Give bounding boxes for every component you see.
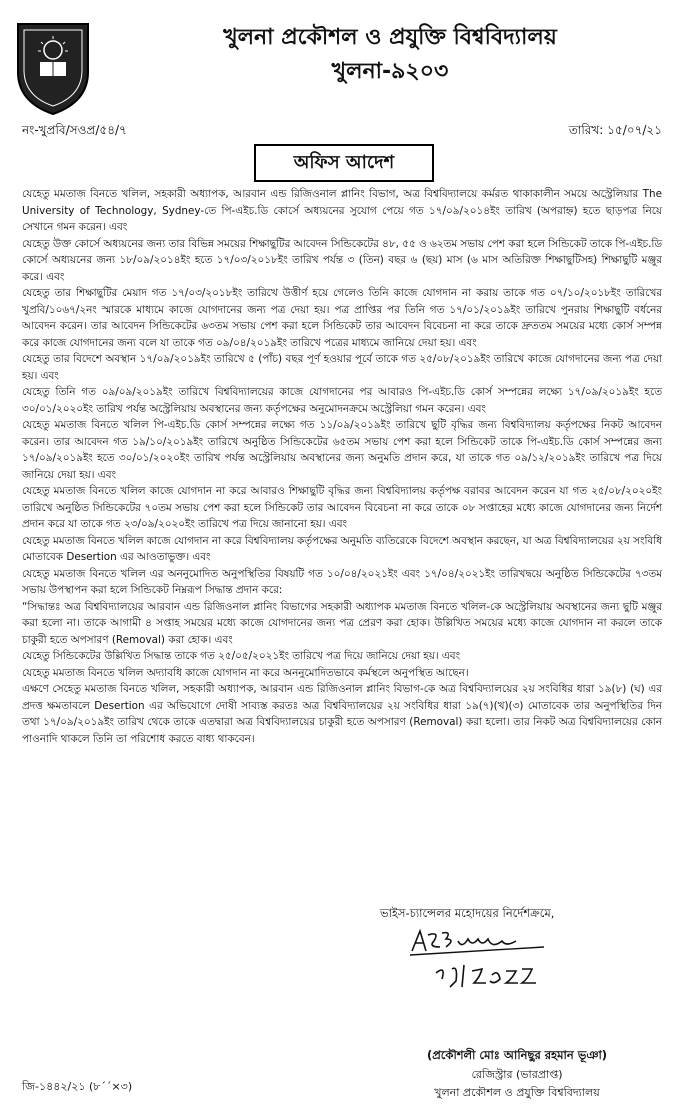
paragraph: যেহেতু মমতাজ বিনতে খলিল কাজে যোগদান না করে বিশ্ববিদ্যালয় কর্তৃপক্ষের অনুমতি ব্যতিরেকে বিদেশে অবস্থান করছেন, যা অত্র বিশ্ববিদ্যালয়ের ২য় সংবিধি মোতাবেক Desertion এর আওতাভুক্ত। এবং [22, 534, 662, 563]
closing-line: ভাইস-চ্যান্সেলর মহোদয়ের নির্দেশক্রমে, [380, 906, 555, 920]
signer-designation: রেজিস্ট্রার (ভারপ্রাপ্ত) [471, 1068, 563, 1081]
university-address: খুলনা-৯২০৩ [331, 59, 449, 84]
paragraph: যেহেতু তার বিদেশে অবস্থান ১৭/০৯/২০১৯ইং তারিখে ৫ (পাঁচ) বছর পূর্ণ হওয়ার পূর্বে তাকে গত ২৫/০৮/২০১৯ইং তারিখে কাজে যোগদানের জন্য পত্র দেয়া হয়। এবং [22, 353, 662, 382]
paragraph: যেহেতু মমতাজ বিনতে খলিল কাজে যোগদান না করে আবারও শিক্ষাছুটি বৃদ্ধির জন্য বিশ্ববিদ্যালয় কর্তৃপক্ষ বরাবর আবেদন করেন যা গত ২৫/০৮/২০২০ইং তারিখে অনুষ্ঠিত সিন্ডিকেটের ৭০তম সভায় পেশ করা হলে সিন্ডিকেট তার আবেদন বিবেচনা না করে তাকে ০৮ সপ্তাহের মধ্যে কাজে যোগদানের জন্য নির্দেশ প্রদান করে যা তাকে গত ২৩/০৯/২০২০ইং তারিখে পত্র দিয়ে জানানো হয়। এবং [22, 485, 662, 530]
paragraph: যেহেতু মমতাজ বিনতে খলিল পি-এইচ.ডি কোর্স সম্পন্নের লক্ষ্যে গত ১১/০৯/২০১৯ইং তারিখে ছুটি বৃদ্ধির জন্য বিশ্ববিদ্যালয় কর্তৃপক্ষের নিকট আবেদন করেন। তার আবেদন গত ১৯/১০/২০১৯ইং তারিখে অনুষ্ঠিত সিন্ডিকেটের ৬৫তম সভায় পেশ করা হলে সিন্ডিকেট তাকে পি-এইচ.ডি কোর্স সম্পন্নের জন্য ১৭/০৯/২০১৯ইং হতে ৩০/০১/২০২০ইং তারিখ পর্যন্ত অস্ট্রেলিয়ায় অবস্থানের জন্য অনুমতি প্রদান করে, যা তাকে গত ০৯/১২/২০১৯ইং তারিখে পত্র দিয়ে জানিয়ে দেয়া হয়। এবং [22, 419, 662, 481]
signer-organization: খুলনা প্রকৌশল ও প্রযুক্তি বিশ্ববিদ্যালয় [434, 1086, 600, 1099]
university-title: খুলনা প্রকৌশল ও প্রযুক্তি বিশ্ববিদ্যালয় [223, 25, 557, 50]
removal-order-paragraph: এক্ষণে সেহেতু মমতাজ বিনতে খলিল, সহকারী অধ্যাপক, আরবান এন্ড রিজিওনাল প্লানিং বিভাগ-কে অত্র বিশ্ববিদ্যালয়ের ২য় সংবিধির ধারা ১৯(৮) (ঘ) এর প্রদত্ত ক্ষমতাবলে Desertion এর অভিযোগে দোষী সাব্যস্ত করতঃ অত্র বিশ্ববিদ্যালয়ের ২য় সংবিধির ধারা ১৯(৭)(খ)(৩) মোতাবেক তার অনুপস্থিতির দিন তথা ১৭/০৯/২০১৯ইং তারিখ থেকে তাকে এতদ্বারা অত্র বিশ্ববিদ্যালয়ের চাকুরী হতে অপসারণ (Removal) করা হলো। তার নিকট অত্র বিশ্ববিদ্যালয়ের কোন পাওনাদি থাকলে তিনি তা পরিশোধ করতে বাধ্য থাকবেন। [22, 683, 662, 745]
paragraph: যেহেতু মমতাজ বিনতে খলিল অদ্যাবধি কাজে যোগদান না করে অননুমোদিতভাবে কর্মস্থলে অনুপস্থিত আছেন। [22, 666, 469, 679]
memo-code: জি-১৪৪২/২১ (৮´´×৩) [22, 1080, 133, 1093]
paragraph: যেহেতু মমতাজ বিনতে খলিল, সহকারী অধ্যাপক, আরবান এন্ড রিজিওনাল প্লানিং বিভাগ, অত্র বিশ্ববিদ্যালয়ে কর্মরত থাকাকালীন সময়ে অস্ট্রেলিয়ার The University of Technology, Sydney-তে পি-এইচ.ডি কোর্সে অধ্যয়নের সুযোগ পেয়ে গত ১৭/০৯/২০১৪ইং তারিখ (অপরাহ্ন) হতে ছাড়পত্র নিয়ে সেখানে গমন করেন। এবং [22, 188, 662, 233]
office-order-heading: অফিস আদেশ [254, 144, 434, 182]
order-body [22, 186, 662, 747]
handwritten-signature [406, 925, 556, 993]
signer-name: (প্রকৌশলী মোঃ আনিছুর রহমান ভূঞা) [426, 1048, 608, 1062]
paragraph: যেহেতু উক্ত কোর্সে অধ্যয়নের জন্য তার বিভিন্ন সময়ের শিক্ষাছুটির আবেদন সিন্ডিকেটের ৪৮, ৫৫ ও ৬২তম সভায় পেশ করা হলে সিন্ডিকেট তাকে পি-এইচ.ডি কোর্সে অধ্যয়নের জন্য ১৮/০৯/২০১৪ইং হতে ১৭/০৩/২০১৮ইং তারিখ পর্যন্ত ৩ (তিন) বছর ৬ (ছয়) মাস (৬ মাস অতিরিক্ত শিক্ষাছুটিসহ) শিক্ষাছুটি মঞ্জুর করে। এবং [22, 237, 662, 283]
paragraph: যেহেতু তিনি গত ০৯/০৯/২০১৯ইং তারিখে বিশ্ববিদ্যালয়ের কাজে যোগদানের পর আবারও পি-এইচ.ডি কোর্স সম্পন্নের লক্ষ্যে ১৭/০৯/২০১৯ইং হতে ৩০/০১/২০২০ইং তারিখ পর্যন্ত অস্ট্রেলিয়ায় অবস্থানের জন্য কর্তৃপক্ষের অনুমোদনক্রমে অস্ট্রেলিয়া গমন করেন। এবং [22, 386, 662, 415]
paragraph: যেহেতু মমতাজ বিনতে খলিল এর অননুমোদিত অনুপস্থিতির বিষয়টি গত ১০/০৪/২০২১ইং এবং ১৭/০৪/২০২১ইং তারিখদ্বয়ে অনুষ্ঠিত সিন্ডিকেটের ৭৩তম সভায় উপস্থাপন করা হলে সিন্ডিকেট নিম্নরূপ সিদ্ধান্ত প্রদান করে: [22, 567, 662, 596]
university-logo [14, 20, 92, 116]
paragraph: যেহেতু তার শিক্ষাছুটির মেয়াদ গত ১৭/০৩/২০১৮ইং তারিখে উত্তীর্ণ হয়ে গেলেও তিনি কাজে যোগদান না করায় তাকে গত ০৭/১০/২০১৮ইং তারিখের খুপ্রবি/১০৬৭/২নং স্মারকে মাধ্যমে কাজে যোগদানের জন্য পত্র দেয়া হয়। পত্র প্রাপ্তির পর তিনি গত ১৭/০১/২০১৯ইং তারিখে পুনরায় শিক্ষাছুটি বর্ধনের আবেদন করেন। তার আবেদন সিন্ডিকেটের ৬৩তম সভায় পেশ করা হলে সিন্ডিকেট তার আবেদন বিবেচনা না করে তাকে দ্রুততম সময়ের মধ্যে কোর্স সম্পন্ন করে কাজে যোগদানের জন্য বলে যা তাকে গত ০৯/০৪/২০১৯ইং তারিখে পত্রের মাধ্যমে জানিয়ে দেয়া হয়। এবং [22, 287, 662, 349]
paragraph: যেহেতু সিন্ডিকেটের উল্লিখিত সিদ্ধান্ত তাকে গত ২৫/০৫/২০২১ইং তারিখে পত্র দিয়ে জানিয়ে দেয়া হয়। এবং [22, 650, 461, 662]
syndicate-decision-quote: “সিদ্ধান্তঃ অত্র বিশ্ববিদ্যালয়ের আরবান এন্ড রিজিওনাল প্লানিং বিভাগের সহকারী অধ্যাপক মমতাজ বিনতে খলিল-কে অস্ট্রেলিয়ায় অবস্থানের জন্য ছুটি মঞ্জুর করা হলো না। তাকে আগামী ৪ সপ্তাহ সময়ের মধ্যে কাজে যোগদানের জন্য পত্র প্রেরণ করা হোক। উল্লিখিত সময়ের মধ্যে কাজে যোগদান না করলে তাকে চাকুরী হতে অপসারণ (Removal) করা হোক। এবং [22, 600, 662, 646]
issue-date: তারিখ: ১৫/০৭/২১ [568, 123, 662, 137]
reference-number: নং-খুপ্রবি/সওপ্র/৫৪/৭ [22, 123, 127, 137]
